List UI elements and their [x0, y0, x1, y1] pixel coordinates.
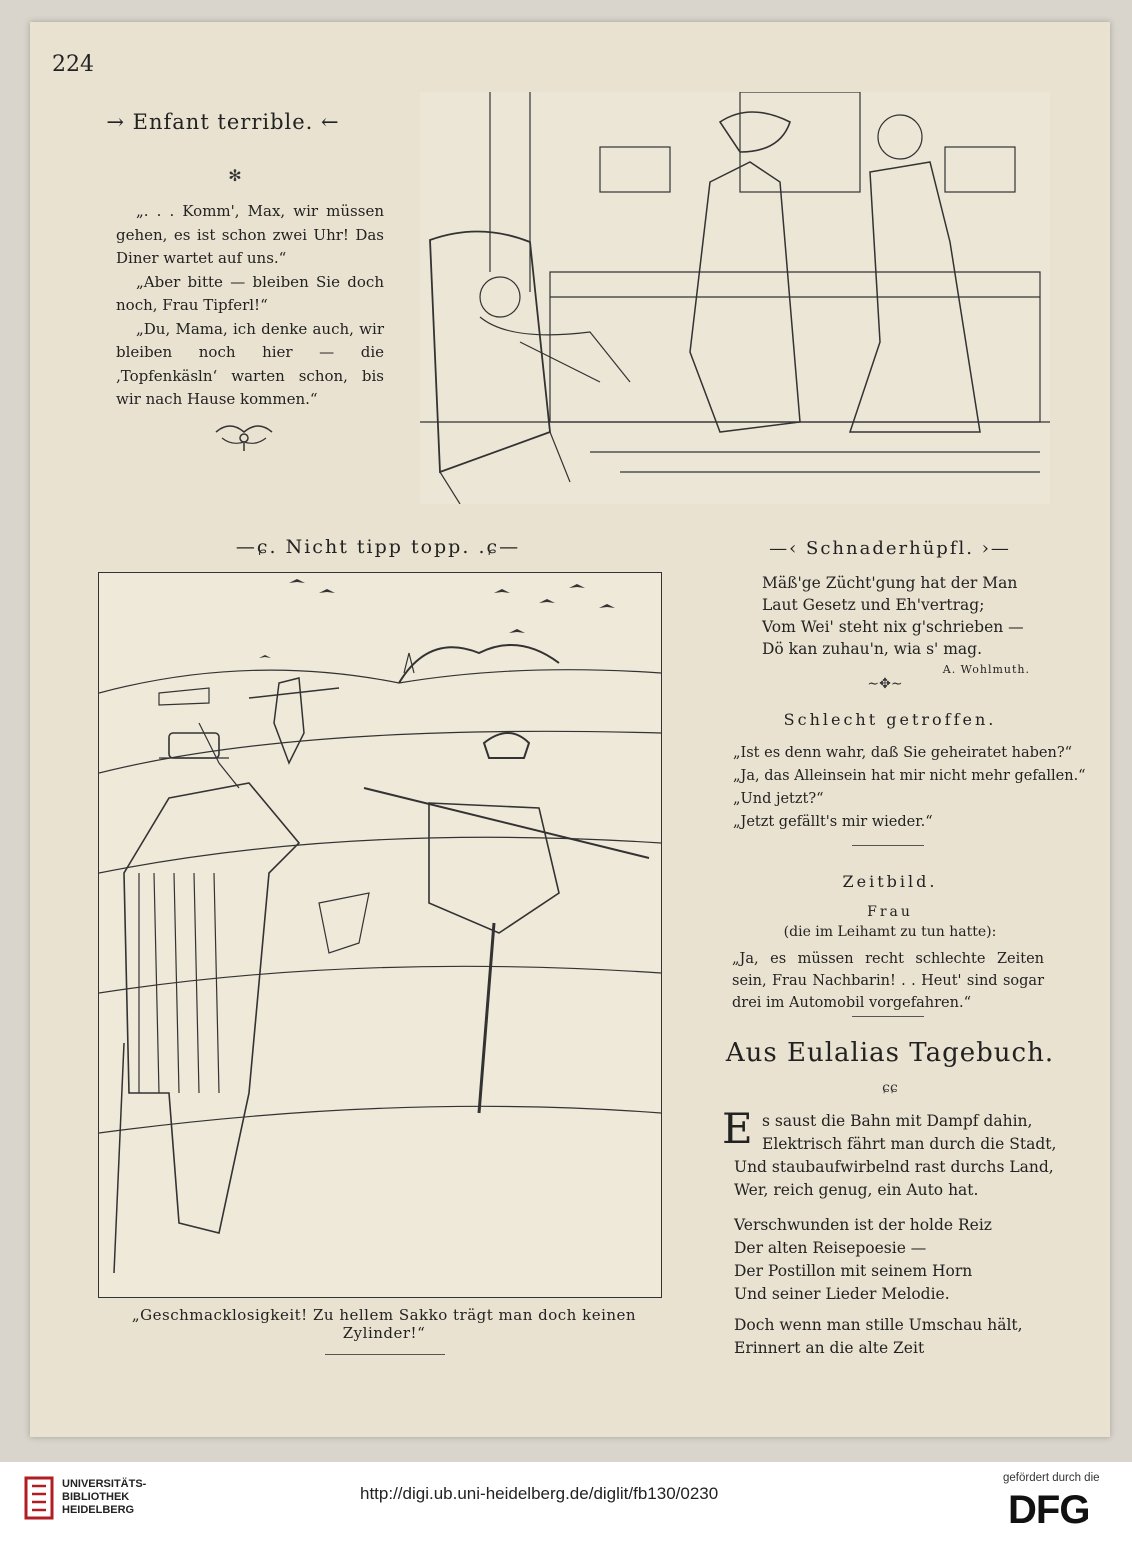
- verse-line: Und staubaufwirbelnd rast durchs Land,: [734, 1158, 1054, 1176]
- source-url-link[interactable]: http://digi.ub.uni-heidelberg.de/diglit/fb130/0230: [360, 1484, 719, 1503]
- zeitbild-paragraph: „Ja, es müssen recht schlechte Zeiten sein, Frau Nachbarin! . . Heut' sind sogar drei im Automobil vorgefahren.“: [732, 951, 1044, 1011]
- verse-line: s saust die Bahn mit Dampf dahin,: [762, 1112, 1033, 1130]
- digitization-footer: [0, 1462, 1132, 1545]
- flourish-ornament: ∼✥∼: [867, 676, 903, 692]
- nicht-title: Nicht tipp topp.: [285, 536, 471, 558]
- enfant-title: Enfant terrible.: [132, 110, 314, 134]
- enfant-text: [116, 200, 384, 412]
- enfant-paragraph: „Du, Mama, ich denke auch, wir bleiben noch hier — die ‚Topfenkäsln‘ warten schon, bis wir nach Hause kommen.“: [116, 319, 384, 408]
- eulalia-stanza-1: [734, 1110, 1057, 1202]
- divider-rule: [852, 845, 924, 846]
- verse-line: Dö kan zuhau'n, wia s' mag.: [762, 640, 983, 658]
- schnader-author: A. Wohlmuth.: [942, 663, 1030, 676]
- verse-line: Erinnert an die alte Zeit: [734, 1339, 925, 1357]
- swash-ornament-left: —ɕ.: [235, 536, 278, 558]
- arrow-ornament-right: ←: [321, 110, 340, 134]
- verse-line: Verschwunden ist der holde Reiz: [734, 1216, 992, 1234]
- dialogue-line: „Jetzt gefällt's mir wieder.“: [733, 814, 933, 830]
- eulalia-stanza-3: [734, 1314, 1044, 1360]
- eulalia-stanza-2: [734, 1214, 1044, 1306]
- schnader-title: Schnaderhüpfl.: [806, 538, 974, 559]
- schnader-title-block: [740, 538, 1040, 559]
- verse-line: Und seiner Lieder Melodie.: [734, 1285, 950, 1303]
- dropcap-letter: E: [722, 1104, 753, 1153]
- verse-line: Laut Gesetz und Eh'vertrag;: [762, 596, 985, 614]
- dialogue-line: „Ja, das Alleinsein hat mir nicht mehr gefallen.“: [733, 768, 1086, 784]
- arrow-ornament-left: —‹: [769, 538, 799, 559]
- enfant-paragraph: „. . . Komm', Max, wir müssen gehen, es ist schon zwei Uhr! Das Diner wartet auf uns.“: [116, 202, 384, 267]
- zeitbild-text: [732, 948, 1044, 1014]
- verse-line: Der Postillon mit seinem Horn: [734, 1262, 973, 1280]
- nicht-caption: „Geschmacklosigkeit! Zu hellem Sakko trägt man doch keinen Zylinder!“: [131, 1306, 637, 1342]
- enfant-title-block: [88, 110, 358, 134]
- schnader-verse: [762, 572, 1042, 660]
- flourish-ornament: [212, 418, 276, 458]
- verse-line: Mäß'ge Zücht'gung hat der Man: [762, 574, 1018, 592]
- nicht-title-block: [228, 536, 528, 558]
- salon-illustration: [420, 92, 1050, 504]
- schlecht-title: Schlecht getroffen.: [783, 710, 997, 729]
- university-logo-icon: [22, 1474, 56, 1528]
- schlecht-dialogue: [733, 742, 1086, 834]
- star-ornament: ✻: [228, 166, 242, 185]
- scarecrow-illustration: [98, 572, 662, 1298]
- dialogue-line: „Und jetzt?“: [733, 791, 824, 807]
- dialogue-line: „Ist es denn wahr, daß Sie geheiratet haben?“: [733, 745, 1073, 761]
- library-name-line: BIBLIOTHEK: [62, 1491, 130, 1503]
- zeitbild-speaker: Frau: [867, 904, 913, 920]
- verse-line: Elektrisch fährt man durch die Stadt,: [762, 1135, 1057, 1153]
- verse-line: Vom Wei' steht nix g'schrieben —: [762, 618, 1024, 636]
- swash-ornament: ɕɕ: [882, 1080, 898, 1096]
- arrow-ornament-right: ›—: [981, 538, 1011, 559]
- eulalia-title: Aus Eulalias Tagebuch.: [725, 1038, 1055, 1068]
- enfant-paragraph: „Aber bitte — bleiben Sie doch noch, Frau Tipferl!“: [116, 272, 384, 314]
- funded-by-label: gefördert durch die: [1003, 1472, 1100, 1484]
- verse-line: Doch wenn man stille Umschau hält,: [734, 1316, 1023, 1334]
- divider-rule: [852, 1016, 924, 1017]
- swash-ornament-right: .ɕ—: [478, 536, 521, 558]
- arrow-ornament-left: →: [106, 110, 125, 134]
- library-name-line: UNIVERSITÄTS-: [62, 1478, 147, 1490]
- dfg-logo: DFG: [1008, 1488, 1090, 1532]
- zeitbild-note: (die im Leihamt zu tun hatte):: [783, 924, 997, 940]
- verse-line: Der alten Reisepoesie —: [734, 1239, 927, 1257]
- zeitbild-title: Zeitbild.: [842, 872, 938, 891]
- library-name-line: HEIDELBERG: [62, 1504, 135, 1516]
- divider-rule: [325, 1354, 445, 1355]
- verse-line: Wer, reich genug, ein Auto hat.: [734, 1181, 979, 1199]
- library-name: [62, 1478, 146, 1517]
- page-number: 224: [52, 52, 94, 77]
